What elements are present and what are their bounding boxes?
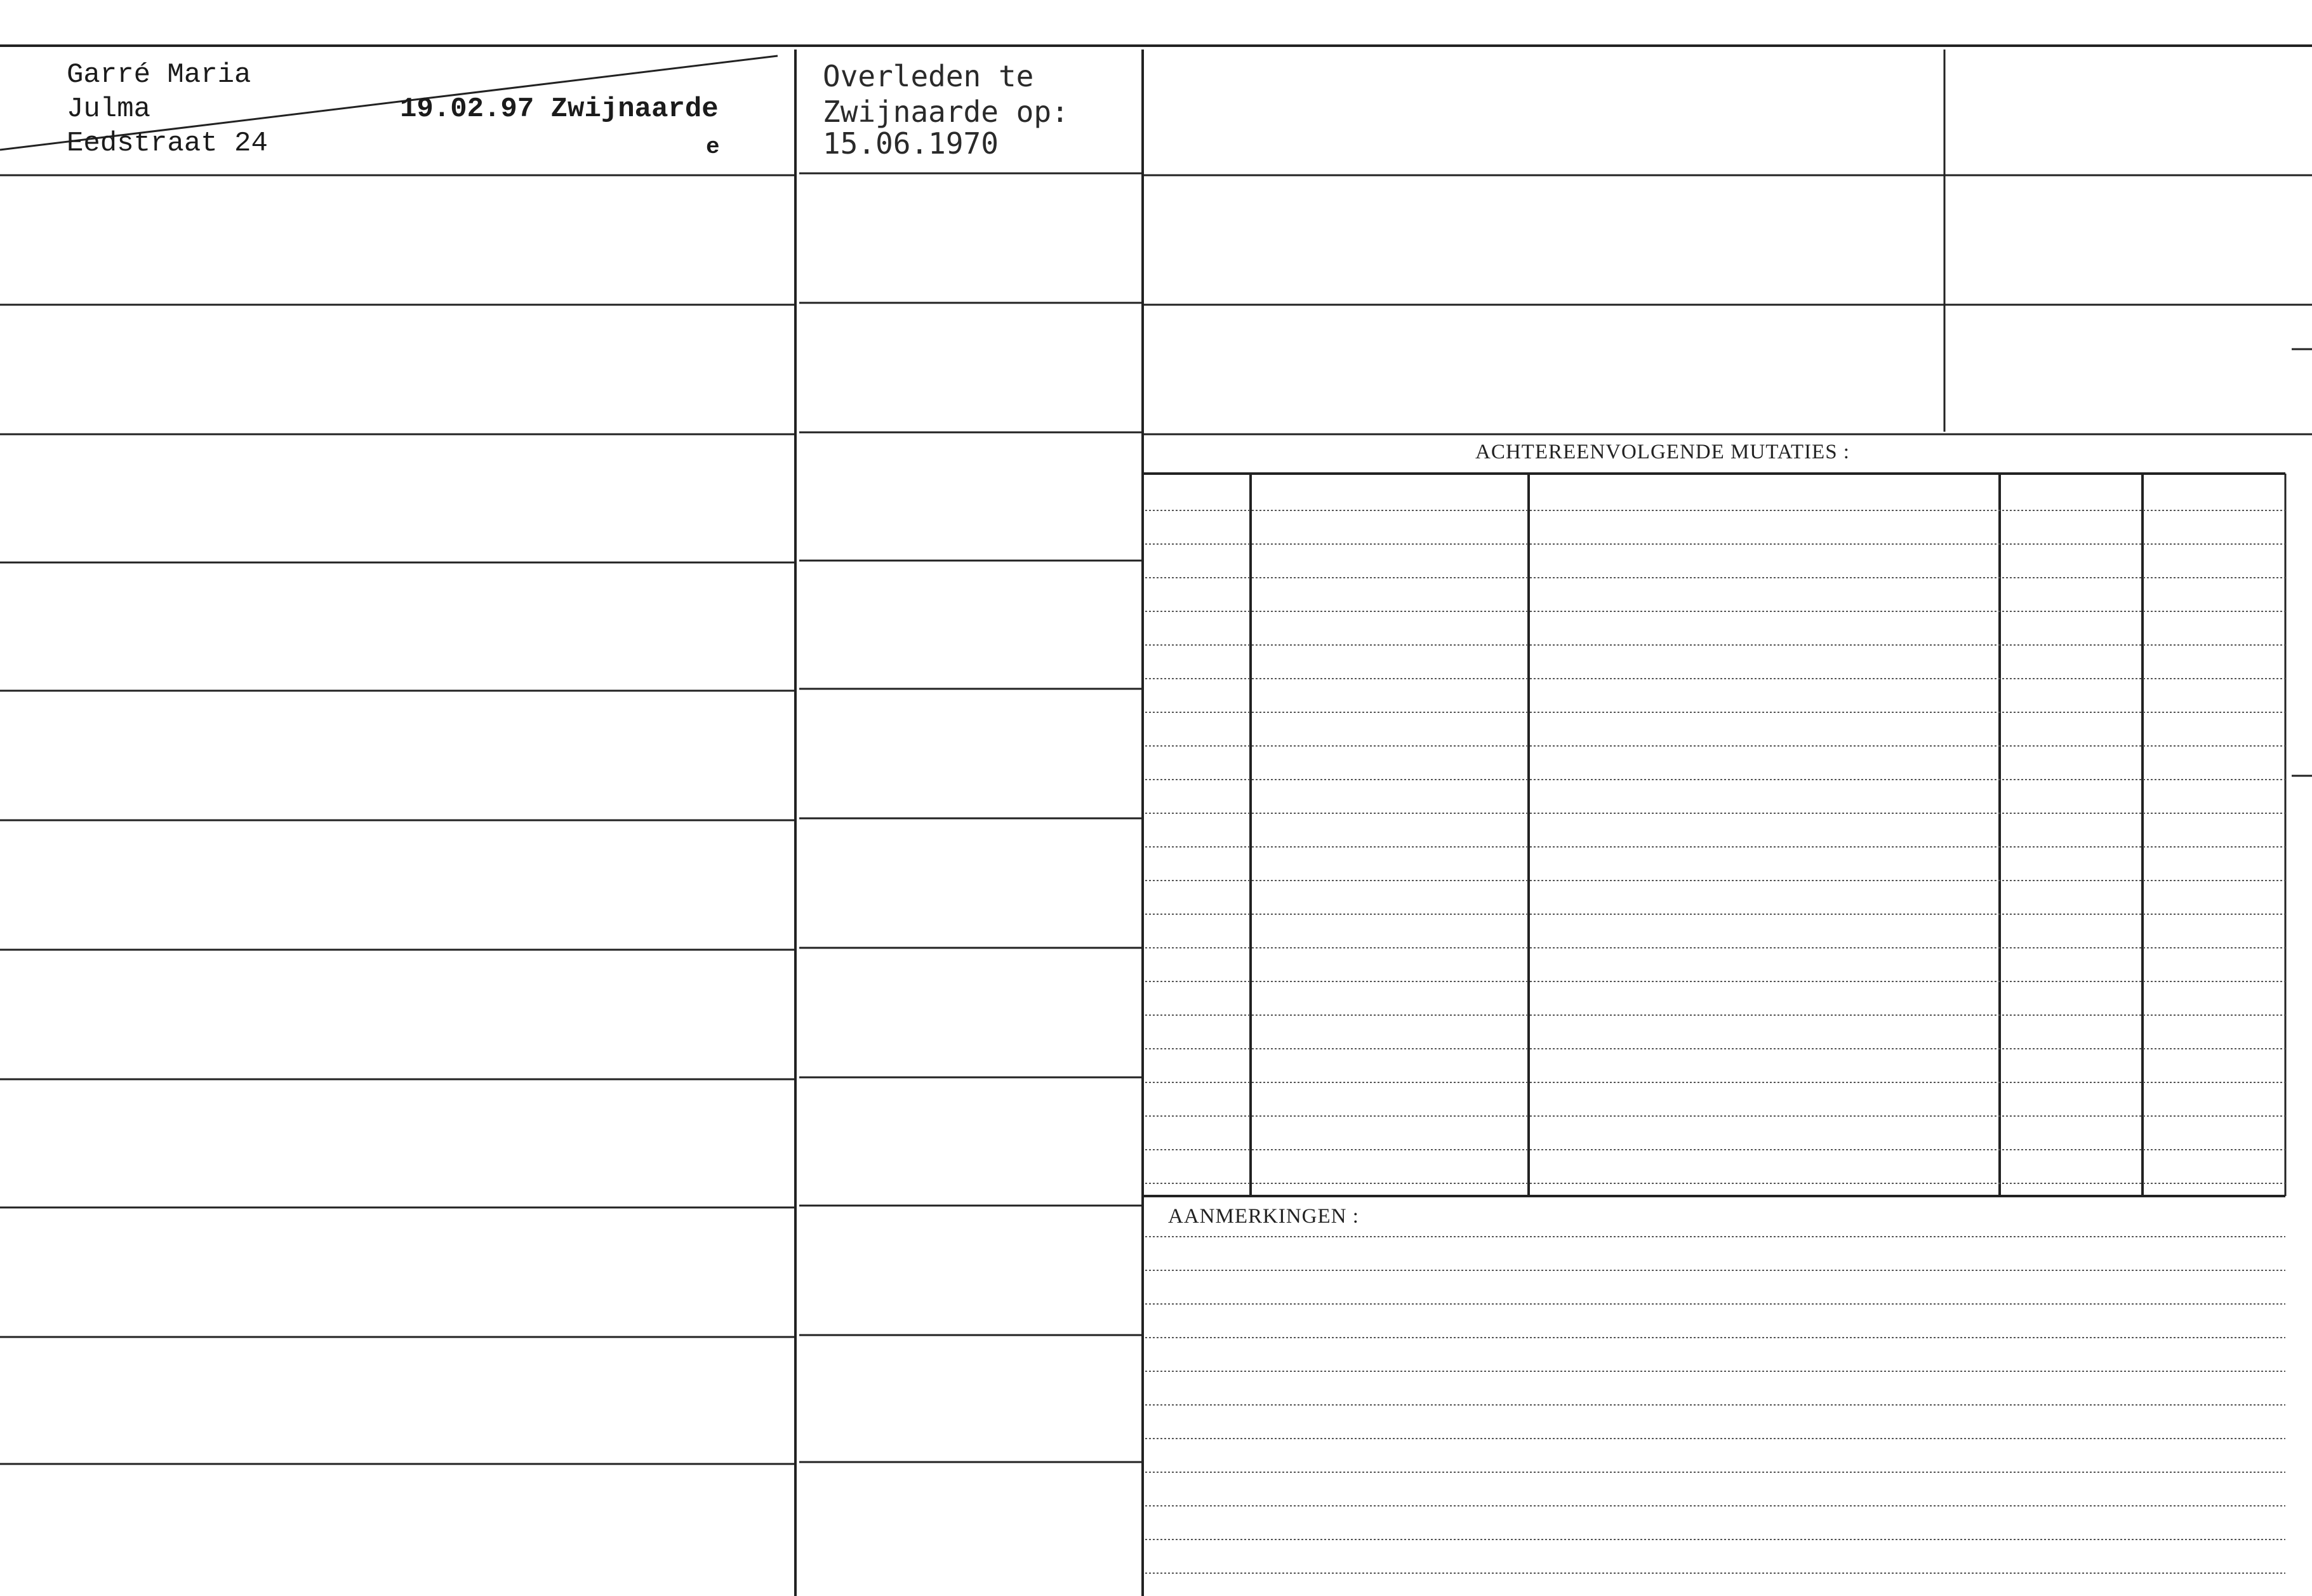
mutations-heading: ACHTEREENVOLGENDE MUTATIES : [1475, 441, 1850, 463]
person-name: Garré Maria [67, 59, 251, 91]
birth-date-place: 19.02.97 Zwijnaarde [400, 93, 719, 125]
death-note-line3: 15.06.1970 [823, 126, 999, 161]
remarks-heading: AANMERKINGEN : [1168, 1205, 1359, 1228]
person-first-name: Julma [67, 93, 151, 125]
entry-mark: e [706, 134, 720, 160]
death-note-line2: Zwijnaarde op: [823, 95, 1069, 129]
death-note-line1: Overleden te [823, 59, 1034, 93]
person-address: Eedstraat 24 [67, 128, 268, 159]
